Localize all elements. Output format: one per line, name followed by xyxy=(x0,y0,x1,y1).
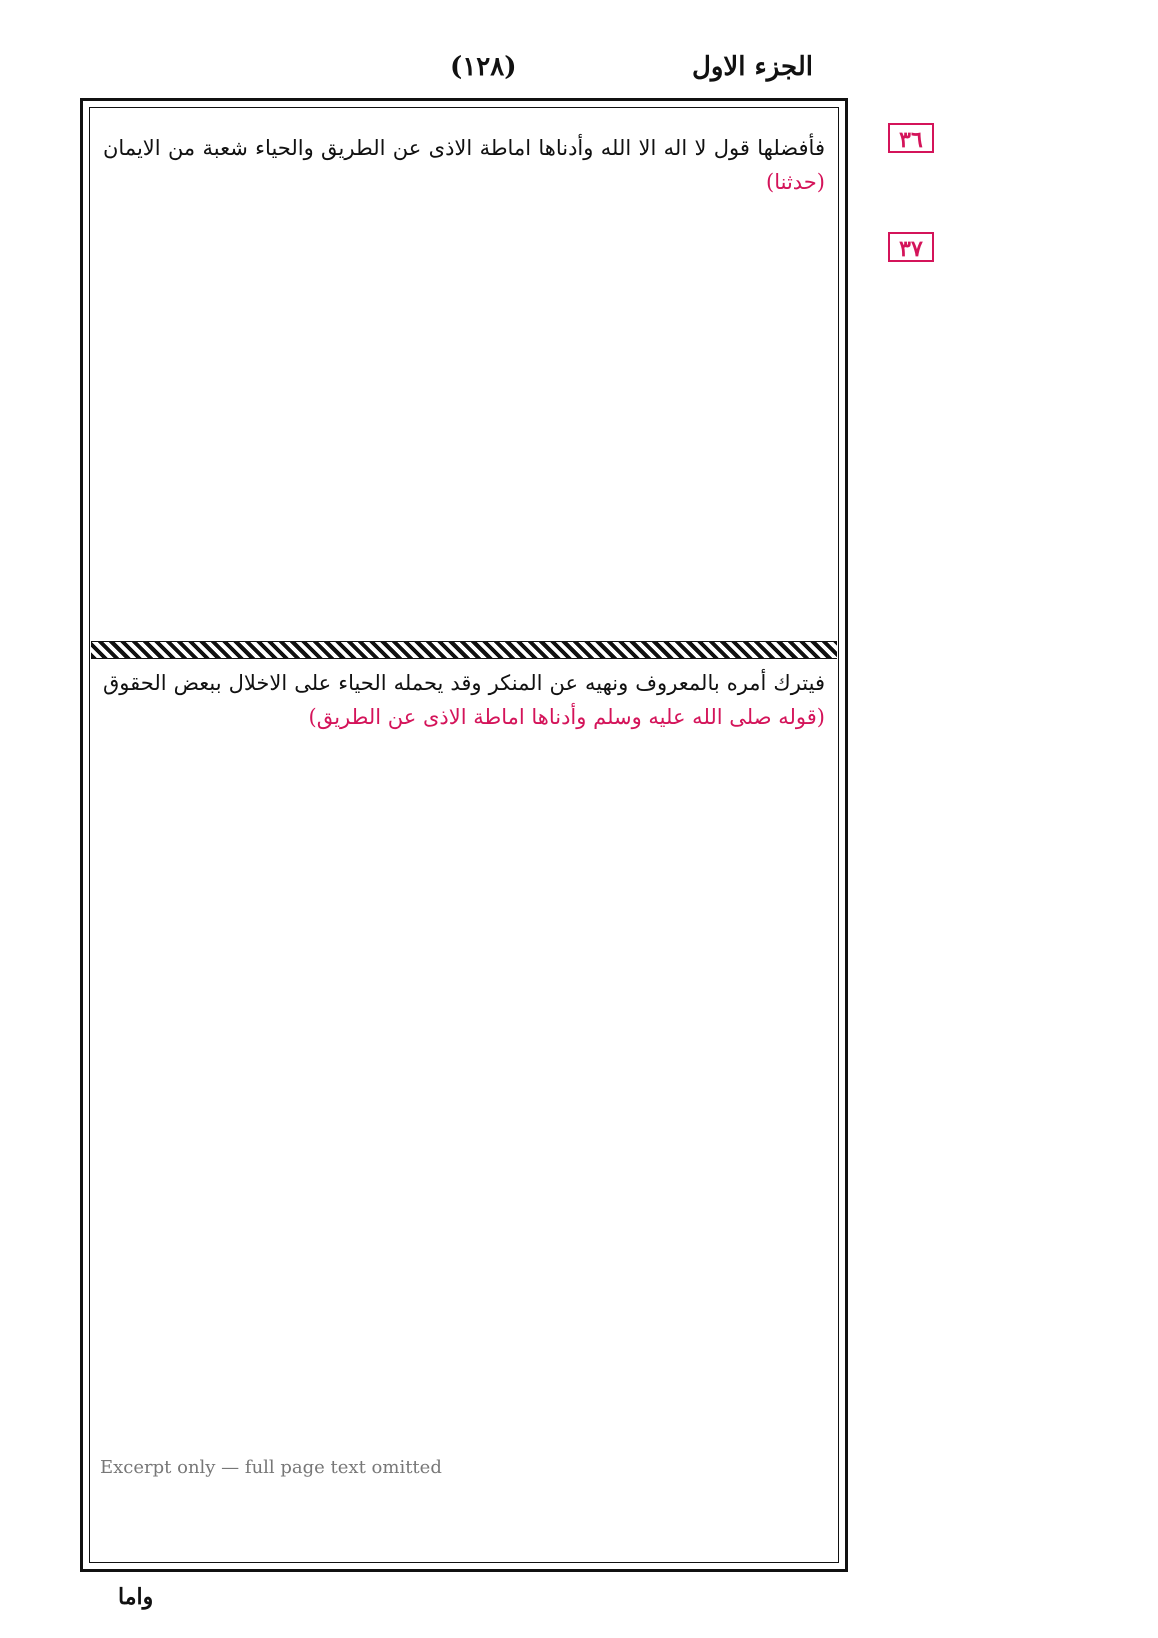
commentary-excerpt: فيترك أمره بالمعروف ونهيه عن المنكر وقد يحمله الحياء على الاخلال ببعض الحقوق xyxy=(103,671,825,695)
page-frame xyxy=(80,98,848,1572)
narration-marker: (حدثنا) xyxy=(766,170,825,194)
omission-note: Excerpt only — full page text omitted xyxy=(100,1457,442,1478)
inner-frame xyxy=(89,107,839,1563)
hadith-number-marker: ٣٦ xyxy=(888,123,934,153)
hadith-text-section xyxy=(103,131,825,199)
commentary-section xyxy=(103,666,825,734)
section-divider xyxy=(91,641,837,659)
part-title: الجزء الاول xyxy=(691,52,813,82)
hadith-excerpt: فأفضلها قول لا اله الا الله وأدناها اماطة الاذى عن الطريق والحياء شعبة من الايمان xyxy=(103,136,825,160)
catchword: واما xyxy=(118,1584,154,1610)
hadith-number-marker: ٣٧ xyxy=(888,232,934,262)
quoted-phrase: (قوله صلى الله عليه وسلم وأدناها اماطة الاذى عن الطريق) xyxy=(308,705,825,729)
page-number: (١٢٨) xyxy=(450,52,517,82)
